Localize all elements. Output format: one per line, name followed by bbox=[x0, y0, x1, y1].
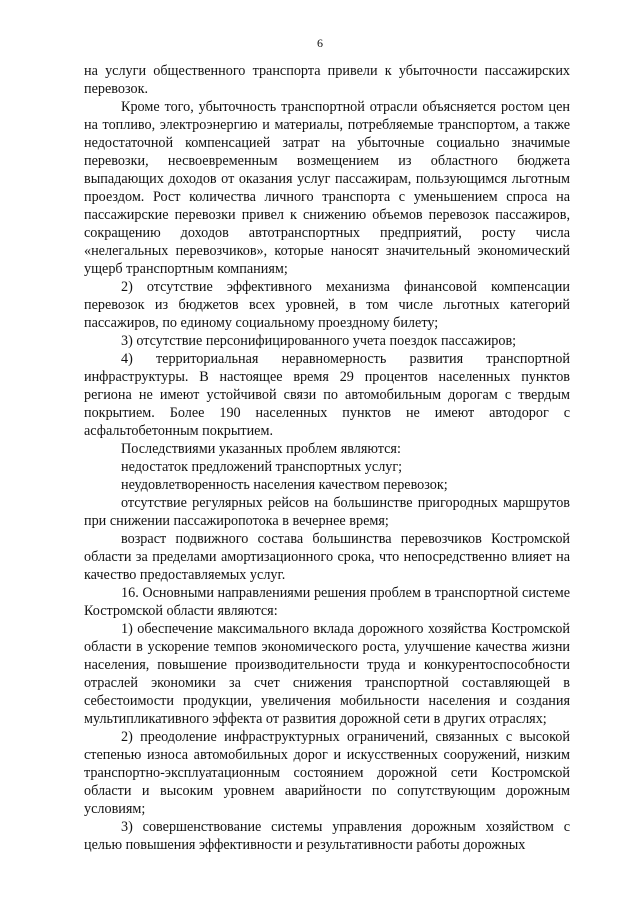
paragraph-consequence-fleet-age: возраст подвижного состава большинства перевозчиков Костромской области за пределами амортизационного срока, что непосредственно влияет на качество предоставляемых услуг. bbox=[84, 531, 570, 583]
paragraph-direction-3: 3) совершенствование системы управления дорожным хозяйством с целью повышения эффективности и результативности работы дорожных bbox=[84, 819, 570, 853]
page-number: 6 bbox=[317, 36, 323, 50]
paragraph-item-2-compensation: 2) отсутствие эффективного механизма финансовой компенсации перевозок из бюджетов всех уровней, в том числе льготных категорий пассажиров, по единому социальному проездному билету; bbox=[84, 279, 570, 331]
paragraph-consequences-heading: Последствиями указанных проблем являются: bbox=[121, 441, 401, 457]
paragraph-item-4-infrastructure: 4) территориальная неравномерность развития транспортной инфраструктуры. В настоящее время 29 процентов населенных пунктов региона не имеют устойчивой связи по автомобильным дорогам с твердым покрытием. Более 190 населенных пунктов не имеют автодорог с асфальтобетонным покрытием. bbox=[84, 351, 570, 439]
paragraph-section-16: 16. Основными направлениями решения проблем в транспортной системе Костромской области являются: bbox=[84, 585, 570, 619]
paragraph-direction-1: 1) обеспечение максимального вклада дорожного хозяйства Костромской области в ускорение темпов экономического роста, улучшение качества жизни населения, повышение производительности труда и конкурентоспособности отраслей экономики за счет снижения транспортной составляющей в себестоимости продукции, увеличения мобильности населения и создания мультипликативного эффекта от развития дорожной сети в других отраслях; bbox=[84, 621, 570, 727]
paragraph-consequence-services: недостаток предложений транспортных услуг; bbox=[121, 459, 403, 475]
body-text bbox=[84, 62, 570, 854]
paragraph-item-3-accounting: 3) отсутствие персонифицированного учета поездок пассажиров; bbox=[121, 333, 517, 349]
paragraph-unprofitability-causes: Кроме того, убыточность транспортной отрасли объясняется ростом цен на топливо, электроэнергию и материалы, потребляемые транспортом, а также недостаточной компенсацией затрат на убыточные социально значимые перевозки, несвоевременным возмещением из областного бюджета выпадающих доходов от оказания услуг пассажирам, пользующимся льготным проездом. Рост количества личного транспорта с уменьшением спроса на пассажирские перевозки привел к снижению объемов перевозок пассажиров, сокращению доходов автотранспортных предприятий, росту числа «нелегальных перевозчиков», которые наносят значительный экономический ущерб транспортным компаниям; bbox=[84, 99, 570, 277]
paragraph-continuation: на услуги общественного транспорта привели к убыточности пассажирских перевозок. bbox=[84, 63, 570, 97]
paragraph-direction-2: 2) преодоление инфраструктурных ограничений, связанных с высокой степенью износа автомобильных дорог и искусственных сооружений, низким транспортно-эксплуатационным состоянием дорожной сети Костромской области и высоким уровнем аварийности по сопутствующим дорожным условиям; bbox=[84, 729, 570, 817]
paragraph-consequence-routes: отсутствие регулярных рейсов на большинстве пригородных маршрутов при снижении пассажиропотока в вечернее время; bbox=[84, 495, 570, 529]
paragraph-consequence-dissatisfaction: неудовлетворенность населения качеством перевозок; bbox=[121, 477, 448, 493]
